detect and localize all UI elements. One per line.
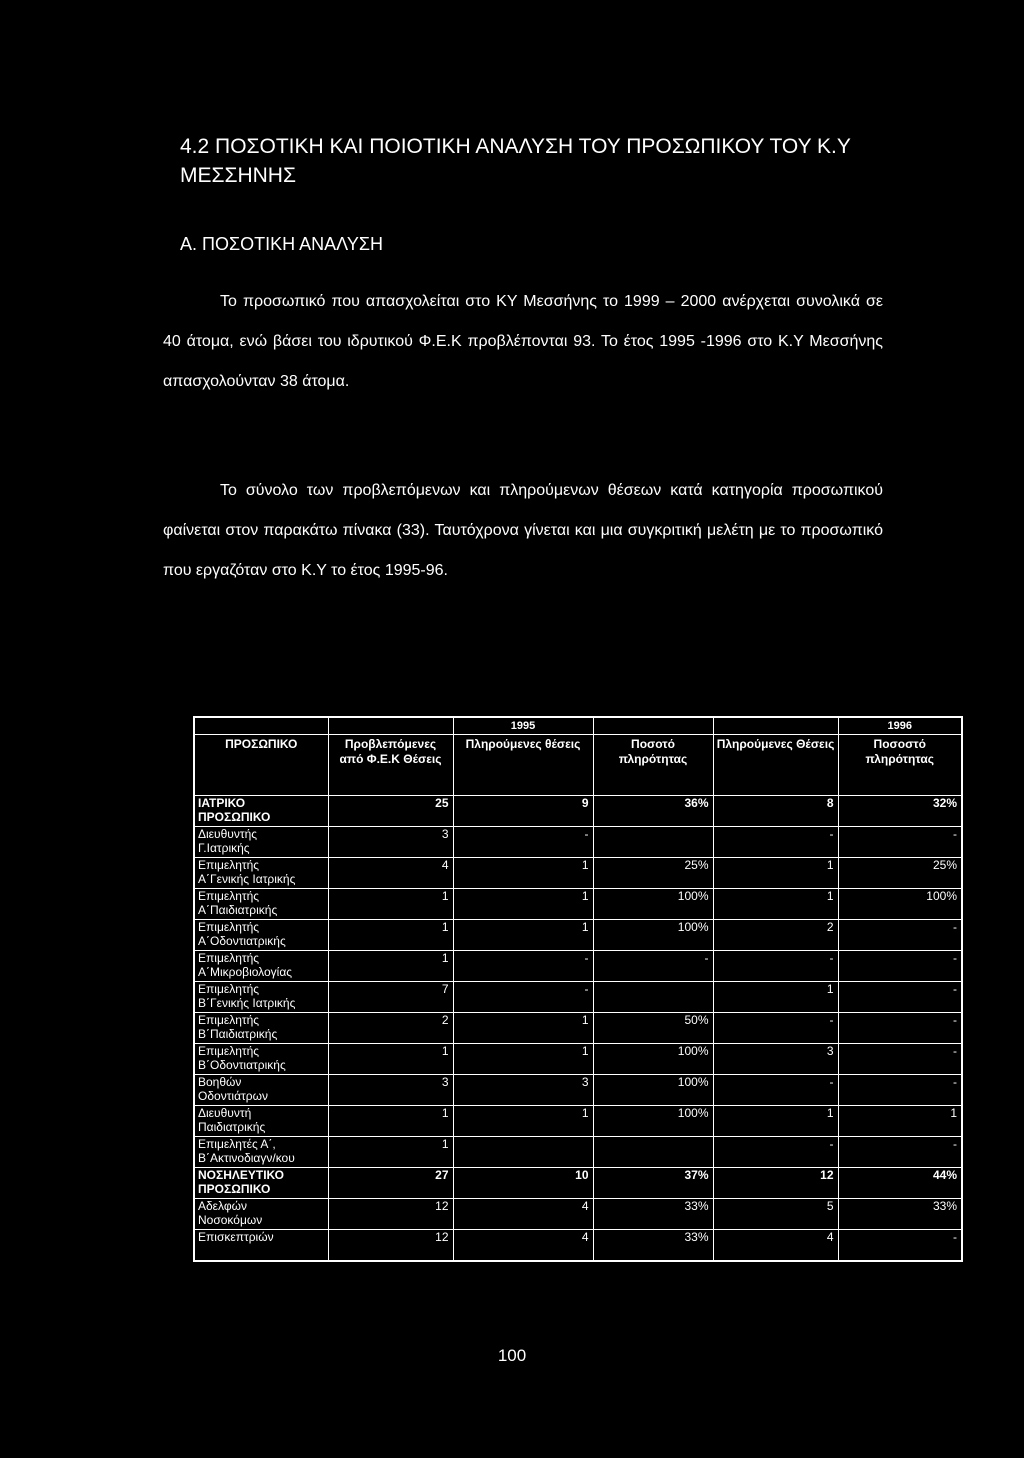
row-category <box>194 827 328 858</box>
cell-pct1996: - <box>838 1075 962 1106</box>
category-line: Γ.Ιατρικής <box>198 841 250 855</box>
row-category <box>194 1137 328 1168</box>
cell-filled1995: 1 <box>453 1106 593 1137</box>
cell-filled1996: 4 <box>713 1230 838 1262</box>
category-line: ΙΑΤΡΙΚΟ <box>198 796 246 810</box>
cell-planned: 7 <box>328 982 453 1013</box>
cell-pct1995: 25% <box>593 858 713 889</box>
cell-pct1996: - <box>838 982 962 1013</box>
table-row <box>194 827 962 858</box>
table-row <box>194 1044 962 1075</box>
table-row <box>194 1075 962 1106</box>
cell-pct1995: 33% <box>593 1230 713 1262</box>
cell-filled1995: 4 <box>453 1230 593 1262</box>
cell-pct1996: - <box>838 1137 962 1168</box>
cell-pct1995: 36% <box>593 796 713 827</box>
cell-planned: 4 <box>328 858 453 889</box>
cell-filled1995: - <box>453 951 593 982</box>
year-header-blank <box>713 717 838 735</box>
row-category <box>194 889 328 920</box>
cell-pct1995: 100% <box>593 1075 713 1106</box>
cell-filled1995: 1 <box>453 1013 593 1044</box>
year-header-blank <box>328 717 453 735</box>
cell-filled1996: - <box>713 951 838 982</box>
cell-filled1995: 1 <box>453 858 593 889</box>
row-category <box>194 1044 328 1075</box>
table-row <box>194 951 962 982</box>
table-row <box>194 858 962 889</box>
cell-planned: 12 <box>328 1199 453 1230</box>
cell-planned: 1 <box>328 889 453 920</box>
header-category: ΠΡΟΣΩΠΙΚΟ <box>194 735 328 796</box>
table-row <box>194 982 962 1013</box>
cell-pct1996: - <box>838 1230 962 1262</box>
cell-filled1995: 9 <box>453 796 593 827</box>
table-body <box>194 796 962 1262</box>
cell-filled1995: 1 <box>453 1044 593 1075</box>
category-line: Οδοντιάτρων <box>198 1089 268 1103</box>
cell-filled1996: - <box>713 1075 838 1106</box>
cell-filled1995: 1 <box>453 889 593 920</box>
table-row <box>194 796 962 827</box>
cell-filled1996: 1 <box>713 858 838 889</box>
category-line: Β΄Γενικής Ιατρικής <box>198 996 296 1010</box>
cell-filled1996: 1 <box>713 1106 838 1137</box>
category-line: Επισκεπτριών <box>198 1230 274 1244</box>
cell-pct1995: 100% <box>593 920 713 951</box>
category-line: Επιμελητής <box>198 1013 260 1027</box>
page-number: 100 <box>497 1346 527 1365</box>
cell-pct1996: - <box>838 1044 962 1075</box>
row-category <box>194 920 328 951</box>
year-1996-header: 1996 <box>838 717 962 735</box>
row-category <box>194 1013 328 1044</box>
cell-pct1996: - <box>838 920 962 951</box>
row-category <box>194 796 328 827</box>
cell-planned: 1 <box>328 920 453 951</box>
cell-filled1996: 3 <box>713 1044 838 1075</box>
cell-pct1995: 100% <box>593 1044 713 1075</box>
row-category <box>194 1106 328 1137</box>
year-1995-header: 1995 <box>453 717 593 735</box>
cell-filled1995: 10 <box>453 1168 593 1199</box>
row-category <box>194 1075 328 1106</box>
row-category <box>194 1168 328 1199</box>
cell-filled1995: - <box>453 827 593 858</box>
cell-planned: 1 <box>328 1106 453 1137</box>
cell-filled1996: 1 <box>713 982 838 1013</box>
table-row <box>194 920 962 951</box>
cell-filled1996: 5 <box>713 1199 838 1230</box>
table-row <box>194 1168 962 1199</box>
subsection-heading: Α. ΠΟΣΟΤΙΚΗ ΑΝΑΛΥΣΗ <box>180 233 383 254</box>
cell-pct1995: 100% <box>593 1106 713 1137</box>
cell-pct1995 <box>593 982 713 1013</box>
paragraph-2 <box>163 471 883 591</box>
cell-filled1995: - <box>453 982 593 1013</box>
cell-pct1995: 100% <box>593 889 713 920</box>
cell-filled1996: - <box>713 1013 838 1044</box>
cell-pct1996: 25% <box>838 858 962 889</box>
cell-filled1995: 3 <box>453 1075 593 1106</box>
cell-planned: 1 <box>328 1137 453 1168</box>
category-line: Επιμελητής <box>198 982 260 996</box>
cell-filled1996: 2 <box>713 920 838 951</box>
category-line: Αδελφών <box>198 1199 247 1213</box>
header-filled-1996: Πληρούμενες Θέσεις <box>713 735 838 796</box>
cell-planned: 12 <box>328 1230 453 1262</box>
cell-filled1996: - <box>713 1137 838 1168</box>
row-category <box>194 982 328 1013</box>
header-planned: Προβλεπόμενες από Φ.Ε.Κ Θέσεις <box>328 735 453 796</box>
row-category <box>194 858 328 889</box>
category-line: Βοηθών <box>198 1075 242 1089</box>
header-pct-1996: Ποσοστό πληρότητας <box>838 735 962 796</box>
category-line: Επιμελητής <box>198 920 260 934</box>
cell-pct1996: - <box>838 1013 962 1044</box>
table-row <box>194 1137 962 1168</box>
cell-planned: 3 <box>328 1075 453 1106</box>
table-row <box>194 1106 962 1137</box>
row-category <box>194 1230 328 1262</box>
cell-filled1995: 4 <box>453 1199 593 1230</box>
cell-pct1996: 32% <box>838 796 962 827</box>
category-line: Επιμελητής <box>198 1044 260 1058</box>
category-line: Διευθυντής <box>198 827 258 841</box>
category-line: ΝΟΣΗΛΕΥΤΙΚΟ <box>198 1168 284 1182</box>
cell-filled1996: 1 <box>713 889 838 920</box>
cell-pct1996: 44% <box>838 1168 962 1199</box>
header-pct-1995: Ποσοτό πληρότητας <box>593 735 713 796</box>
table-row <box>194 1013 962 1044</box>
cell-pct1996: 100% <box>838 889 962 920</box>
cell-planned: 2 <box>328 1013 453 1044</box>
cell-filled1995 <box>453 1137 593 1168</box>
cell-planned: 1 <box>328 951 453 982</box>
cell-pct1995: - <box>593 951 713 982</box>
cell-filled1996: - <box>713 827 838 858</box>
staff-table <box>193 716 963 1262</box>
table-row <box>194 1230 962 1262</box>
staff-table-container <box>193 716 961 1299</box>
category-line: Β΄Ακτινοδιαγν/κου <box>198 1151 295 1165</box>
year-header-blank <box>593 717 713 735</box>
category-line: Επιμελητής <box>198 951 260 965</box>
column-header-row <box>194 735 962 796</box>
cell-pct1995 <box>593 827 713 858</box>
category-line: Επιμελητές Α΄, <box>198 1137 276 1151</box>
cell-planned: 27 <box>328 1168 453 1199</box>
cell-pct1995: 50% <box>593 1013 713 1044</box>
category-line: Α΄Οδοντιατρικής <box>198 934 286 948</box>
cell-pct1996: 1 <box>838 1106 962 1137</box>
category-line: Β΄Παιδιατρικής <box>198 1027 278 1041</box>
category-line: ΠΡΟΣΩΠΙΚΟ <box>198 1182 271 1196</box>
table-row <box>194 1199 962 1230</box>
paragraph-2-text: Το σύνολο των προβλεπόμενων και πληρούμενων θέσεων κατά κατηγορία προσωπικού φαίνεται στον παρακάτω πίνακα (33). Ταυτόχρονα γίνεται και μια συγκριτική μελέτη με το προσωπικό που εργαζόταν στο Κ.Υ το έτος 1995-96. <box>163 482 883 579</box>
year-header-row <box>194 717 962 735</box>
paragraph-1 <box>163 282 883 402</box>
category-line: Παιδιατρικής <box>198 1120 266 1134</box>
row-category <box>194 1199 328 1230</box>
cell-filled1996: 8 <box>713 796 838 827</box>
category-line: Επιμελητής <box>198 889 260 903</box>
category-line: Νοσοκόμων <box>198 1213 263 1227</box>
section-heading: 4.2 ΠΟΣΟΤΙΚΗ ΚΑΙ ΠΟΙΟΤΙΚΗ ΑΝΑΛΥΣΗ ΤΟΥ ΠΡΟΣΩΠΙΚΟΥ ΤΟΥ Κ.Υ ΜΕΣΣΗΝΗΣ <box>180 135 851 188</box>
category-line: Α΄Γενικής Ιατρικής <box>198 872 296 886</box>
table-row <box>194 889 962 920</box>
cell-planned: 1 <box>328 1044 453 1075</box>
cell-pct1996: 33% <box>838 1199 962 1230</box>
cell-filled1995: 1 <box>453 920 593 951</box>
cell-pct1995: 33% <box>593 1199 713 1230</box>
category-line: Διευθυντή <box>198 1106 252 1120</box>
cell-planned: 3 <box>328 827 453 858</box>
cell-pct1996: - <box>838 951 962 982</box>
category-line: ΠΡΟΣΩΠΙΚΟ <box>198 810 271 824</box>
row-category <box>194 951 328 982</box>
cell-pct1995 <box>593 1137 713 1168</box>
year-header-blank <box>194 717 328 735</box>
category-line: Επιμελητής <box>198 858 260 872</box>
category-line: Α΄Μικροβιολογίας <box>198 965 293 979</box>
cell-pct1996: - <box>838 827 962 858</box>
cell-planned: 25 <box>328 796 453 827</box>
paragraph-1-text: Το προσωπικό που απασχολείται στο ΚΥ Μεσσήνης το 1999 – 2000 ανέρχεται συνολικά σε 40 άτομα, ενώ βάσει του ιδρυτικού Φ.Ε.Κ προβλέπονται 93. Το έτος 1995 -1996 στο Κ.Υ Μεσσήνης απασχολούνταν 38 άτομα. <box>163 293 883 390</box>
category-line: Α΄Παιδιατρικής <box>198 903 278 917</box>
cell-filled1996: 12 <box>713 1168 838 1199</box>
header-filled-1995: Πληρούμενες θέσεις <box>453 735 593 796</box>
cell-pct1995: 37% <box>593 1168 713 1199</box>
category-line: Β΄Οδοντιατρικής <box>198 1058 286 1072</box>
